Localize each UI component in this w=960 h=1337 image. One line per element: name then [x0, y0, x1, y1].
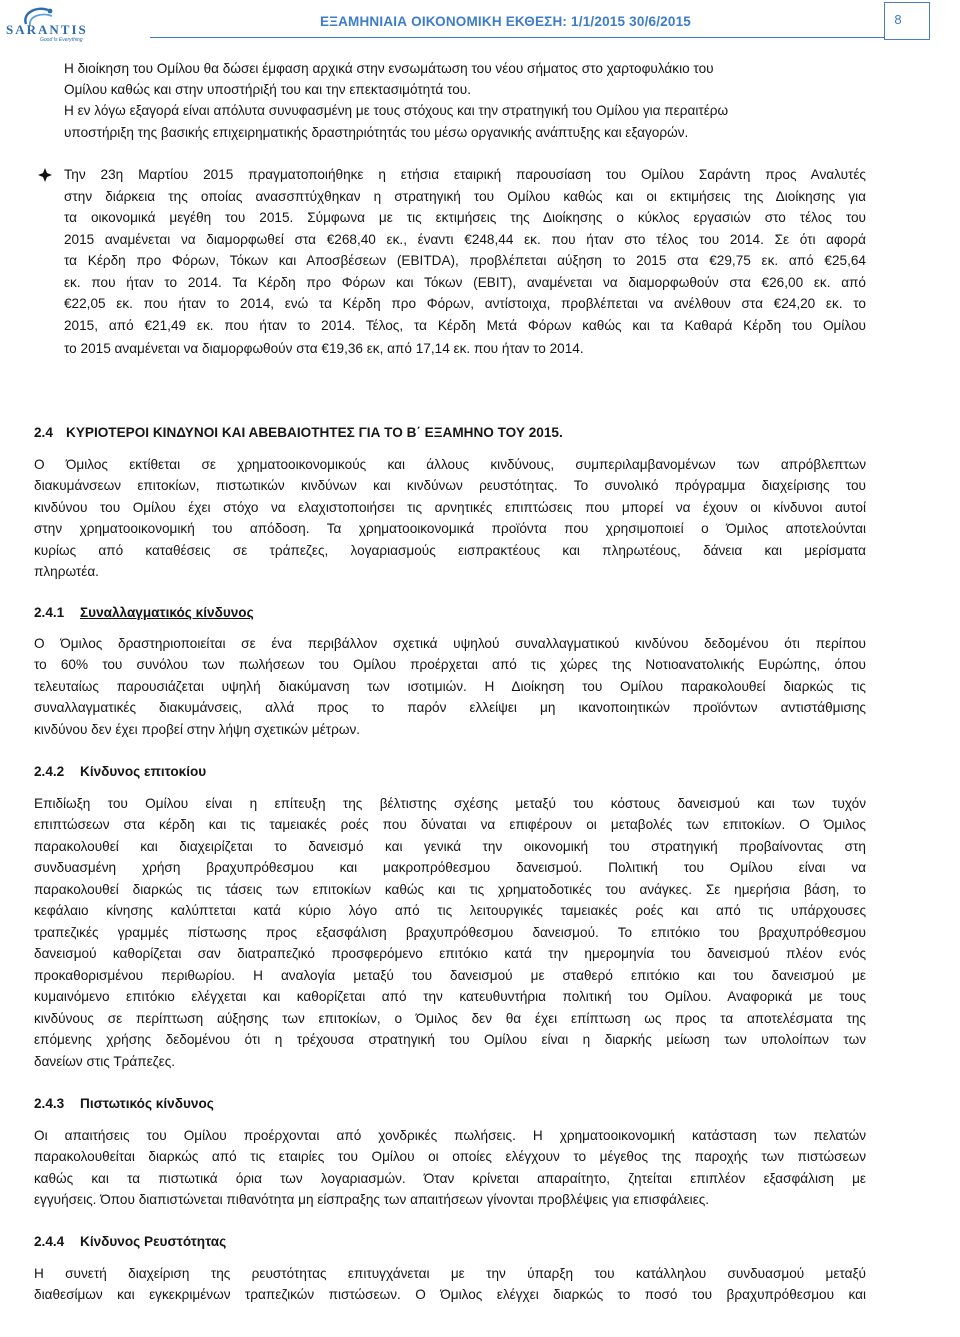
subsection-line: διαθεσίμων και εγκεκριμένων τραπεζικών πιστώσεων. Ο Όμιλος ελέγχει διαρκώς το ποσό του βραχυπρόθεσμου και: [34, 1287, 866, 1302]
subsection-line: κυμαινόμενο επιτόκιο ελέγχεται και καθορίζεται από την κατευθυντήρια πολιτική του Ομίλου. Αναφορικά με τους: [34, 989, 866, 1004]
subsection-line: επόμενης χρήσης δεδομένου ότι η τρέχουσα στρατηγική του Ομίλου είναι η διαρκής μείωση των υπολοίπων των: [34, 1032, 866, 1047]
section-line: διακυμάνσεων επιτοκίων, πιστωτικών κινδύνων και κινδύνων ρευστότητας. Το συνολικό πρόγραμμα διαχείρισης του: [34, 478, 866, 493]
subsection-number: 2.4.4: [34, 1234, 65, 1249]
subsection-number: 2.4.1: [34, 605, 65, 620]
intro-line: Η εν λόγω εξαγορά είναι απόλυτα συνυφασμένη με τους στόχους και την στρατηγική του Ομίλου για περαιτέρω: [64, 103, 729, 118]
logo-text: SARANTIS: [6, 22, 88, 37]
bullet-line: 2015 αναμένεται να διαμορφωθεί στα €268,40 εκ., έναντι €248,44 εκ. που ήταν στο τέλος του 2014. Σε ότι αφορά: [64, 232, 866, 247]
subsection-line: τελευταίως παρουσιάζεται υψηλή διακύμανση των ισοτιμιών. Η Διοίκηση του Ομίλου παρακολουθεί διαρκώς τις: [34, 679, 866, 694]
subsection-line: παρακολουθεί διαρκώς τις τάσεις των επιτοκίων καθώς και τις χρηματοδοτικές του ανάγκες. Σε ημερήσια βάση, το: [34, 882, 866, 897]
subsection-line: κεφάλαιο κίνησης καλύπτεται κατά κύριο λόγο από τις λειτουργικές ταμειακές ροές και από τις υπάρχουσες: [34, 903, 866, 918]
subsection-line: Επιδίωξη του Ομίλου είναι η επίτευξη της βέλτιστης σχέσης μεταξύ του κόστους δανεισμού και των τυχόν: [34, 796, 866, 811]
subsection-title: Κίνδυνος επιτοκίου: [80, 764, 207, 779]
section-line: στην χρηματοοικονομική του απόδοση. Τα χρηματοοικονομικά προϊόντα που χρησιμοποιεί ο Όμιλος αποτελούνται: [34, 521, 866, 536]
subsection-line: παρακολουθεί και διαχειρίζεται το δανεισμό και γενικά την οικονομική του στρατηγική προβαίνοντας στη: [34, 839, 866, 854]
subsection-line: συναλλαγματικές διακυμάνσεις, αλλά προς το παρόν ελλείψει μη ικανοποιητικών προϊόντων αντιστάθμισης: [34, 700, 866, 715]
section-line: κυρίως από καταθέσεις σε τράπεζες, λογαριασμούς εισπρακτέους και πληρωτέους, δάνεια και μερίσματα: [34, 543, 866, 558]
subsection-number: 2.4.3: [34, 1096, 65, 1111]
bullet-line: τα οικονομικά μεγέθη του 2015. Σύμφωνα με τις εκτιμήσεις της Διοίκησης ο κύκλος εργασιών στο τέλος του: [64, 210, 866, 225]
report-title: ΕΞΑΜΗΝΙΑΙΑ ΟΙΚΟΝΟΜΙΚΗ ΕΚΘΕΣΗ: 1/1/2015 30/6/2015: [320, 14, 692, 29]
subsection-line: κινδύνους σε περίπτωση αύξησης των επιτοκίων, ο Όμιλος δεν θα έχει επίπτωση ως προς τα αποτελέσματα της: [34, 1011, 866, 1026]
subsection-line: κινδύνου δεν έχει προβεί στην λήψη σχετικών μέτρων.: [34, 722, 361, 737]
bullet-line: 2015, από €21,49 εκ. που ήταν το 2014. Τέλος, τα Κέρδη Μετά Φόρων καθώς και τα Καθαρά Κέρδη του Ομίλου: [64, 318, 866, 333]
subsection-line: επιπτώσεων στα κέρδη και τις ταμειακές ροές που δύναται να επιφέρουν οι μεταβολές των επιτοκίων. Ο Όμιλος: [34, 817, 866, 832]
section-line: Ο Όμιλος εκτίθεται σε χρηματοοικονομικούς και άλλους κινδύνους, συμπεριλαμβανομένων των απρόβλεπτων: [34, 457, 866, 472]
bullet-line: στην διάρκεια της οποίας ανασσπτύχθηκαν η στρατηγική του Ομίλου καθώς και οι εκτιμήσεις της Διοίκησης για: [64, 189, 866, 204]
subsection-number: 2.4.2: [34, 764, 65, 779]
subsection-line: καθώς και τα πιστωτικά όρια των λογαριασμών. Όταν κρίνεται απαραίτητο, ζητείται επιπλέον εξασφάλιση με: [34, 1171, 866, 1186]
bullet-line: τα Κέρδη προ Φόρων, Τόκων και Αποσβέσεων (EBITDA), προβλέπεται αύξηση το 2015 στα €29,75 εκ. από €25,64: [64, 253, 866, 268]
subsection-title: Συναλλαγματικός κίνδυνος: [80, 605, 254, 620]
subsection-line: τραπεζικές γραμμές πίστωσης προς εξασφάλιση βραχυπρόθεσμου δανεισμού. Το επιτόκιο του βραχυπρόθεσμου: [34, 925, 866, 940]
intro-line: υποστήριξη της βασικής επιχειρηματικής δραστηριότητάς του μέσω οργανικής ανάπτυξης και εξαγορών.: [64, 125, 689, 140]
subsection-line: το 60% του συνόλου των πωλήσεων του Ομίλου προέρχεται από τις χώρες της Νοτιοανατολικής Ευρώπης, όπου: [34, 657, 866, 672]
section-line: κινδύνου του Ομίλου έχει στόχο να ελαχιστοποιήσει τις αρνητικές επιπτώσεις που μπορεί να έχουν οι κίνδυνοι αυτοί: [34, 500, 866, 515]
bullet-line: εκ. που ήταν το 2014. Τα Κέρδη προ Φόρων και Τόκων (EBIT), αναμένεται να διαμορφωθούν στα €26,00 εκ. από: [64, 275, 866, 290]
subsection-line: συνδυασμένη χρήση βραχυπρόθεσμου και μακροπρόθεσμου δανεισμού. Πολιτική του Ομίλου είναι να: [34, 860, 866, 875]
section-number: 2.4: [34, 425, 53, 440]
intro-line: Η διοίκηση του Ομίλου θα δώσει έμφαση αρχικά στην ενσωμάτωση του νέου σήματος στο χαρτοφυλάκιο του: [64, 61, 714, 76]
subsection-title: Πιστωτικός κίνδυνος: [80, 1096, 214, 1111]
subsection-line: εγγυήσεις. Όπου διαπιστώνεται πιθανότητα μη είσπραξης των απαιτήσεων γίνονται προβλέψεις για επισφάλειες.: [34, 1192, 710, 1207]
subsection-line: Οι απαιτήσεις του Ομίλου προέρχονται από χονδρικές πωλήσεις. Η χρηματοοικονομική κατάσταση των πελατών: [34, 1128, 866, 1143]
subsection-line: δανείων στις Τράπεζες.: [34, 1054, 176, 1069]
subsection-line: Ο Όμιλος δραστηριοποιείται σε ένα περιβάλλον σχετικά υψηλού συναλλαγματικού κινδύνου δεδομένου ότι περίπου: [34, 636, 866, 651]
logo-subtext: Good Is Everything: [40, 37, 83, 43]
section-line: πληρωτέα.: [34, 564, 99, 579]
bullet-line: το 2015 αναμένεται να διαμορφωθούν στα €19,36 εκ, από 17,14 εκ. που ήταν το 2014.: [64, 341, 584, 356]
subsection-line: δανεισμού καθορίζεται σαν διατραπεζικό προσφερόμενο επιτόκιο κατά την ημερομηνία του δανεισμού πλέον ενός: [34, 946, 866, 961]
diamond-bullet-icon: [38, 168, 52, 182]
subsection-line: παρακολουθείται διαρκώς από τις εταιρίες του Ομίλου οι οποίες ελέγχουν το μέγεθος της παροχής των πιστώσεων: [34, 1149, 866, 1164]
intro-line: Ομίλου καθώς και στην υποστήριξή του και την επεκτασιμότητά του.: [64, 82, 472, 97]
subsection-line: Η συνετή διαχείριση της ρευστότητας επιτυγχάνεται με την ύπαρξη του κατάλληλου συνδυασμού μεταξύ: [34, 1266, 866, 1281]
subsection-line: προκαθορισμένου περιθωρίου. Η αναλογία μεταξύ του δανεισμού με σταθερό επιτόκιο και του δανεισμού με: [34, 968, 866, 983]
section-title: ΚΥΡΙΟΤΕΡΟΙ ΚΙΝΔΥΝΟΙ ΚΑΙ ΑΒΕΒΑΙΟΤΗΤΕΣ ΓΙΑ ΤΟ Β΄ ΕΞΑΜΗΝΟ ΤΟΥ 2015.: [66, 425, 563, 440]
subsection-title: Κίνδυνος Ρευστότητας: [80, 1234, 227, 1249]
page-header: [0, 0, 960, 46]
page-number: 8: [894, 12, 902, 27]
bullet-line: €22,05 εκ. που ήταν το 2014, ενώ τα Κέρδη προ Φόρων, αντίστοιχα, προβλέπεται να ανέλθουν στα €24,20 εκ. το: [64, 296, 866, 311]
header-divider: [150, 37, 884, 38]
bullet-line: Την 23η Μαρτίου 2015 πραγματοποιήθηκε η ετήσια εταιρική παρουσίαση του Ομίλου Σαράντη προς Αναλυτές: [64, 167, 866, 182]
